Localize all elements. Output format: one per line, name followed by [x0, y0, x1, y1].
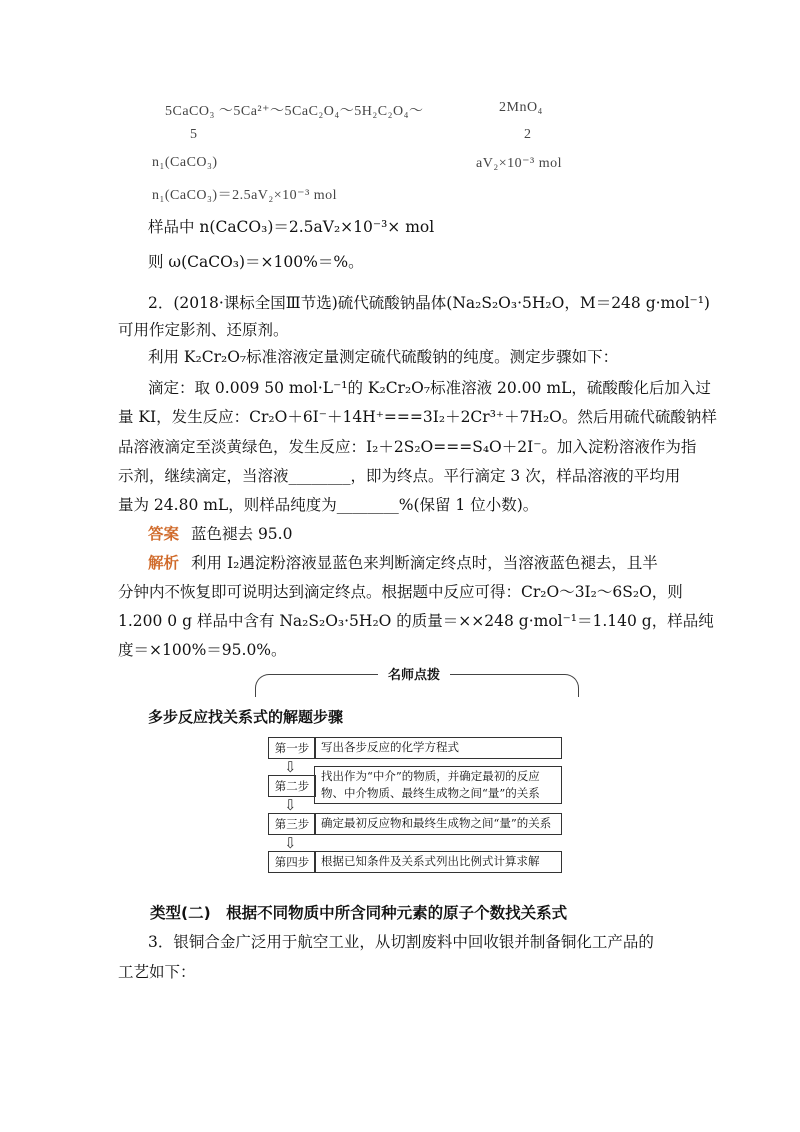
calc-row1-left: 5CaCO₃ ～5Ca²⁺～5CaC₂O₄～5H₂C₂O₄～: [165, 104, 424, 119]
step-2-text: 找出作为“中介”的物质，并确定最初的反应物、中介物质、最终生成物之间“量”的关系: [314, 766, 562, 804]
question-2-line-1: 2．(2018·课标全国Ⅲ节选)硫代硫酸钠晶体(Na₂S₂O₃·5H₂O，M＝248 g·mol⁻¹): [148, 294, 710, 312]
calc-row2-right: 2: [524, 127, 532, 142]
type-2-heading: 类型(二) 根据不同物质中所含同种元素的原子个数找关系式: [150, 904, 568, 922]
tip-heading: 多步反应找关系式的解题步骤: [148, 708, 344, 726]
question-3-line-2: 工艺如下：: [118, 963, 196, 981]
step-3-text: 确定最初反应物和最终生成物之间“量”的关系: [314, 813, 562, 835]
down-arrow-icon: ⇩: [284, 758, 297, 776]
tip-title: 名师点拨: [378, 664, 450, 683]
step-2-label: 第二步: [268, 775, 316, 797]
answer-line: [148, 522, 292, 546]
calc-row3-left: n₁(CaCO₃): [152, 155, 218, 170]
step-3-label: 第三步: [268, 813, 316, 835]
step-4-label: 第四步: [268, 851, 316, 873]
step-1-label: 第一步: [268, 737, 316, 759]
question-2-line-2: 可用作定影剂、还原剂。: [118, 321, 289, 339]
calc-row3-right: aV₂×10⁻³ mol: [476, 156, 562, 171]
question-2-line-5: 量 KI，发生反应：Cr₂O＋6I⁻＋14H⁺===3I₂＋2Cr³⁺＋7H₂O。然后用硫代硫酸钠样: [118, 408, 717, 426]
sample-amount-line: 样品中 n(CaCO₃)＝2.5aV₂×10⁻³× mol: [148, 218, 435, 236]
answer-label: 答案: [148, 524, 180, 543]
question-2-line-4: 滴定：取 0.009 50 mol·L⁻¹的 K₂Cr₂O₇标准溶液 20.00 mL，硫酸酸化后加入过: [148, 379, 711, 397]
analysis-line-4: 度＝×100%＝95.0%。: [118, 641, 287, 659]
answer-text: 蓝色褪去 95.0: [191, 525, 293, 543]
calc-row2-left: 5: [190, 127, 198, 142]
step-4-text: 根据已知条件及关系式列出比例式计算求解: [314, 851, 562, 873]
calc-row1-right: 2MnO₄: [499, 100, 543, 115]
analysis-text-1: 利用 I₂遇淀粉溶液显蓝色来判断滴定终点时，当溶液蓝色褪去，且半: [191, 554, 658, 572]
mass-fraction-line: 则 ω(CaCO₃)＝×100%＝%。: [148, 253, 364, 271]
down-arrow-icon: ⇩: [284, 796, 297, 814]
analysis-line-2: 分钟内不恢复即可说明达到滴定终点。根据题中反应可得：Cr₂O～3I₂～6S₂O，则: [118, 583, 683, 601]
question-3-line-1: 3．银铜合金广泛用于航空工业，从切割废料中回收银并制备铜化工产品的: [148, 933, 654, 951]
question-2-line-6: 品溶液滴定至淡黄绿色，发生反应：I₂＋2S₂O===S₄O＋2I⁻。加入淀粉溶液作为指: [118, 438, 697, 456]
analysis-line-1: [148, 551, 658, 575]
question-2-line-8: 量为 24.80 mL，则样品纯度为________%(保留 1 位小数)。: [118, 496, 539, 514]
question-2-line-7: 示剂，继续滴定，当溶液________，即为终点。平行滴定 3 次，样品溶液的平均用: [118, 467, 681, 485]
calc-row4: n₁(CaCO₃)＝2.5aV₂×10⁻³ mol: [152, 188, 338, 203]
analysis-label: 解析: [148, 553, 180, 572]
down-arrow-icon: ⇩: [284, 834, 297, 852]
question-2-line-3: 利用 K₂Cr₂O₇标准溶液定量测定硫代硫酸钠的纯度。测定步骤如下：: [148, 348, 619, 366]
step-1-text: 写出各步反应的化学方程式: [314, 737, 562, 759]
analysis-line-3: 1.200 0 g 样品中含有 Na₂S₂O₃·5H₂O 的质量＝××248 g·mol⁻¹＝1.140 g，样品纯: [118, 612, 714, 630]
